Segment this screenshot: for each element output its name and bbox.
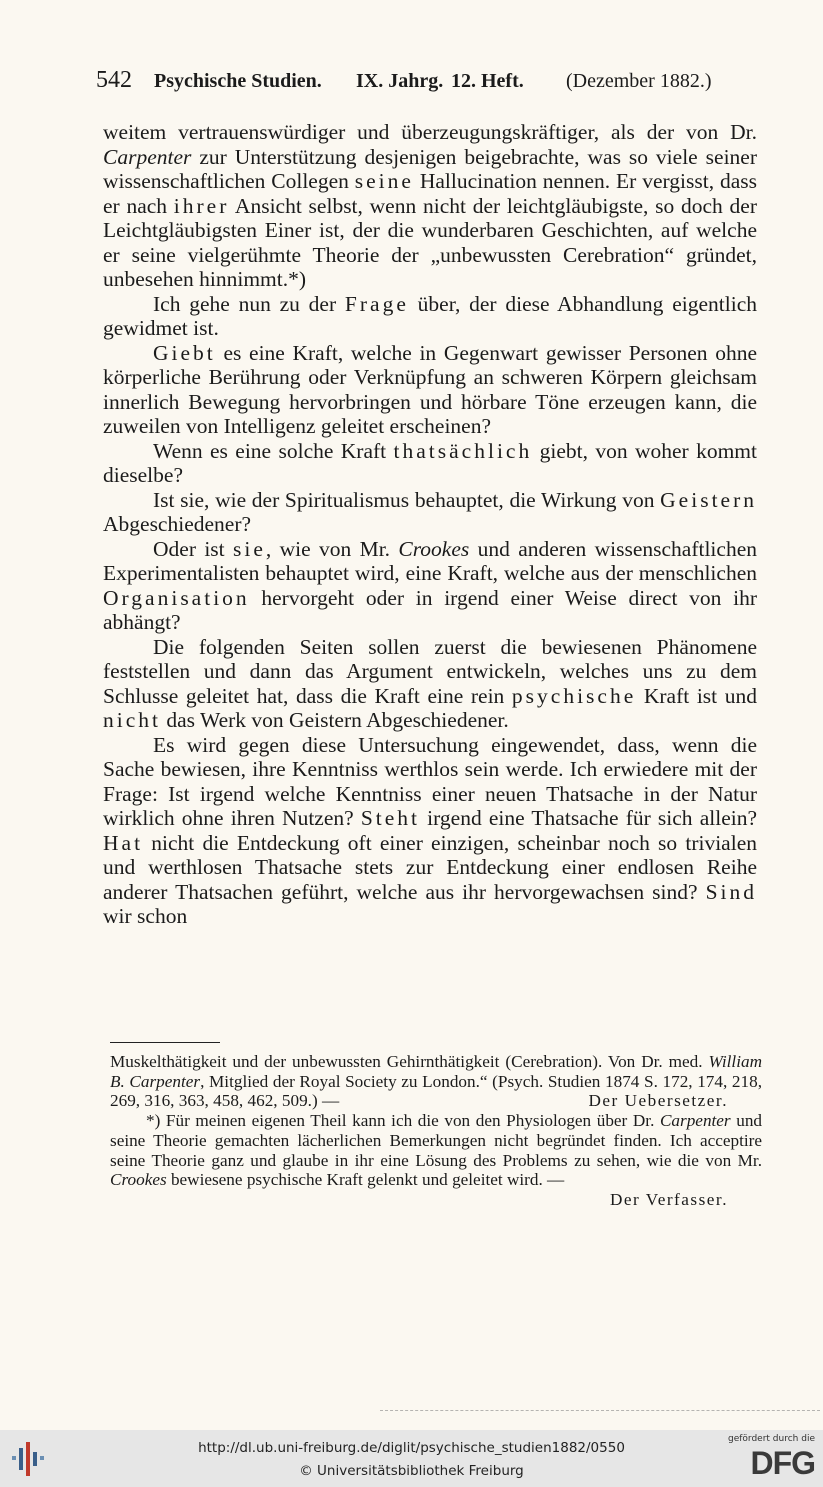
text-run: und seine Theorie gemachten lächerlichen Bemerkungen nicht begründet finden. Ich acceptire seine Theorie ganz und glaube in ihr eine Lösung des Problems zu sehen, wie die von Mr. <box>110 1111 763 1170</box>
spaced-emphasis: Sind <box>705 879 757 904</box>
text-run: hervorgeht oder in irgend einer Weise direct von ihr abhängt? <box>103 585 757 634</box>
footnotes <box>110 1052 762 1210</box>
text-run: es eine Kraft, welche in Gegenwart gewisser Personen ohne körperliche Berührung oder Verknüpfung an schweren Körpern gleichsam innerlich Bewegung hervorbringen und hörbare Töne erzeugen kann, die zuweilen von Intelligenz geleitet erscheinen? <box>103 340 757 438</box>
spaced-emphasis: nicht <box>103 708 161 732</box>
paragraph-1 <box>103 120 757 292</box>
author-signature: Der Verfasser. <box>609 1189 728 1209</box>
text-run: Abgeschiedener? <box>103 512 252 536</box>
text-run: Die folgenden Seiten sollen zuerst die bewiesenen Phänomene feststellen und dann das Argument entwickeln, welches uns zu dem Schlusse geleitet hat, dass die Kraft eine rein <box>103 634 757 708</box>
spaced-emphasis: psychische <box>511 683 637 708</box>
paragraph-4 <box>103 439 757 488</box>
viewer-footer <box>0 1430 823 1487</box>
text-run: Ansicht selbst, wenn nicht der leichtgläubigste, so doch der Leichtgläubigsten Einer ist, der die wunderbaren Geschichten, auf welche er seine vielgerühmte Theorie der „unbewussten Cerebration“ gründet, unbesehen hinnimmt.*) <box>103 193 757 291</box>
text-run: Es wird gegen diese Untersuchung eingewendet, dass, wenn die Sache bewiesen, ihre Kenntniss werthlos sein werde. Ich erwiedere mit der Frage: Ist irgend welche Kenntniss einer neuen Thatsache in der Natur wirklich ohne ihren Nutzen? <box>103 732 757 830</box>
text-run: *) Für meinen eigenen Theil kann ich die von den Physiologen über Dr. <box>146 1111 660 1131</box>
journal-title: Psychische Studien. <box>154 70 322 92</box>
dfg-logo-icon: DFG <box>750 1445 815 1481</box>
scan-artifact <box>380 1410 820 1419</box>
spaced-emphasis: thatsächlich <box>393 438 533 463</box>
paragraph-3 <box>103 341 757 439</box>
footnote-author <box>110 1111 762 1190</box>
emphasis-name: Crookes <box>110 1170 167 1190</box>
spaced-emphasis: Hat <box>103 830 144 855</box>
volume-label: IX. Jahrg. <box>356 70 444 92</box>
spaced-emphasis: sie <box>232 536 266 561</box>
spaced-emphasis: Organisation <box>103 585 250 610</box>
page-url[interactable]: http://dl.ub.uni-freiburg.de/diglit/psychische_studien1882/0550 <box>198 1440 625 1456</box>
text-run: über, der diese Abhandlung eigentlich gewidmet ist. <box>103 291 757 340</box>
text-run: Oder ist <box>153 536 233 561</box>
paragraph-5 <box>103 488 757 537</box>
text-run: , wie von Mr. <box>265 536 399 561</box>
text-run: zur Unterstützung desjenigen beigebrachte, was so viele seiner wissenschaftlichen Collegen <box>103 144 757 193</box>
text-run: Ist sie, wie der Spiritualismus behauptet, die Wirkung von <box>153 487 661 512</box>
issue-date: (Dezember 1882.) <box>566 70 712 92</box>
emphasis-name: Carpenter <box>103 144 192 169</box>
text-run: irgend eine Thatsache für sich allein? <box>420 806 757 830</box>
text-run: bewiesene psychische Kraft gelenkt und geleitet wird. — <box>166 1170 565 1190</box>
paragraph-6 <box>103 537 757 635</box>
text-run: weitem vertrauenswürdiger und überzeugungskräftiger, als der von Dr. <box>103 120 757 144</box>
spaced-emphasis: ihrer <box>173 193 230 218</box>
copyright-notice: © Universitätsbibliothek Freiburg <box>299 1463 524 1479</box>
translator-signature: Der Uebersetzer. <box>588 1091 728 1111</box>
text-run: das Werk von Geistern Abgeschiedener. <box>161 708 509 732</box>
emphasis-name: Crookes <box>398 536 470 561</box>
text-run: wir schon <box>103 904 188 928</box>
paragraph-8 <box>103 733 757 929</box>
text-run: Hallucination nennen. Er vergisst, dass er nach <box>103 169 757 218</box>
emphasis-name: Carpenter <box>659 1111 731 1131</box>
text-run: Kraft ist und <box>636 683 757 708</box>
text-run: Ich gehe nun zu der <box>153 291 345 316</box>
text-run: und anderen wissenschaftlichen Experimentalisten behauptet wird, eine Kraft, welche aus der menschlichen <box>103 536 757 585</box>
text-run: , Mitglied der Royal Society zu London.“ (Psych. Studien 1874 S. 172, 174, 218, 269, 316, 363, 458, 462, 509.) — <box>110 1071 762 1111</box>
text-run: nicht die Entdeckung oft einer einzigen, scheinbar noch so trivialen und werthlosen Thatsache stets zur Entdeckung einer endlosen Reihe anderer Thatsachen geführt, welche aus ihr hervorgewachsen sind? <box>103 830 757 904</box>
spaced-emphasis: Frage <box>344 291 409 316</box>
dfg-tagline: gefördert durch die <box>728 1434 815 1444</box>
issue-label: 12. Heft. <box>451 70 524 92</box>
spaced-emphasis: Steht <box>360 806 421 830</box>
paragraph-7 <box>103 635 757 733</box>
running-header <box>96 67 756 100</box>
text-run: Wenn es eine solche Kraft <box>153 438 394 463</box>
text-run: Muskelthätigkeit und der unbewussten Gehirnthätigkeit (Cerebration). Von Dr. med. <box>110 1052 709 1071</box>
page-number: 542 <box>96 67 132 93</box>
paragraph-2 <box>103 292 757 341</box>
text-run: giebt, von woher kommt dieselbe? <box>103 438 758 487</box>
spaced-emphasis: Giebt <box>153 340 216 365</box>
main-text <box>103 120 757 929</box>
spaced-emphasis: seine <box>354 169 414 193</box>
spaced-emphasis: Geistern <box>660 487 757 512</box>
emphasis-name: William B. Carpenter <box>110 1052 762 1091</box>
footnote-rule <box>110 1042 220 1043</box>
